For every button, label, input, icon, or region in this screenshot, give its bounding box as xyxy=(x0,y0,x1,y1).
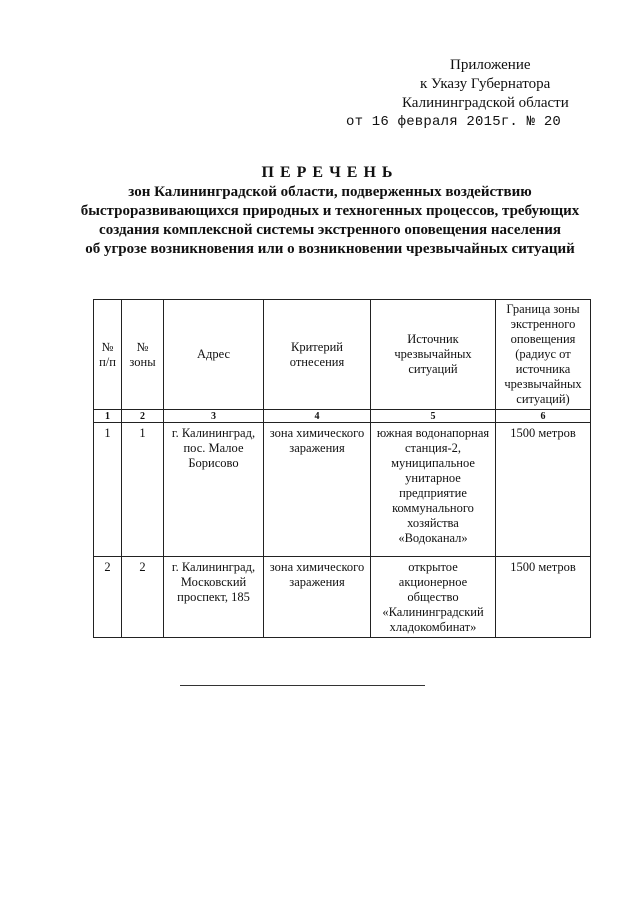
column-number: 5 xyxy=(371,410,496,423)
table-cell: г. Калининград, Московский проспект, 185 xyxy=(164,557,264,638)
column-number: 4 xyxy=(264,410,371,423)
table-cell: 2 xyxy=(94,557,122,638)
header-cell: Адрес xyxy=(164,300,264,410)
title-heading: ПЕРЕЧЕНЬ xyxy=(261,164,399,181)
table-cell: южная водонапорная станция-2, муниципальное унитарное предприятие коммунального хозяйства «Водоканал» xyxy=(371,423,496,557)
header-cell: № зоны xyxy=(122,300,164,410)
title-line-4: об угрозе возникновения или о возникновении чрезвычайных ситуаций xyxy=(85,241,575,257)
column-number: 2 xyxy=(122,410,164,423)
table-row xyxy=(94,423,591,557)
header-cell: Источник чрезвычайных ситуаций xyxy=(371,300,496,410)
column-number-row xyxy=(94,410,591,423)
annex-block xyxy=(330,56,590,132)
header-cell: № п/п xyxy=(94,300,122,410)
table-cell: 1 xyxy=(122,423,164,557)
column-number: 6 xyxy=(496,410,591,423)
column-number: 1 xyxy=(94,410,122,423)
table-cell: г. Калининград, пос. Малое Борисово xyxy=(164,423,264,557)
table-cell: открытое акционерное общество «Калининградский хладокомбинат» xyxy=(371,557,496,638)
table-cell: 1500 метров xyxy=(496,557,591,638)
zones-table xyxy=(93,299,591,638)
annex-line-3: Калининградской области xyxy=(402,95,569,111)
table-cell: зона химического заражения xyxy=(264,557,371,638)
end-divider xyxy=(180,685,425,686)
table-row xyxy=(94,557,591,638)
annex-line-2: к Указу Губернатора xyxy=(420,76,551,92)
header-cell: Граница зоны экстренного оповещения (радиус от источника чрезвычайных ситуаций) xyxy=(496,300,591,410)
header-cell: Критерий отнесения xyxy=(264,300,371,410)
table-cell: зона химического заражения xyxy=(264,423,371,557)
title-line-3: создания комплексной системы экстренного оповещения населения xyxy=(99,222,561,238)
document-title xyxy=(60,163,600,259)
title-line-1: зон Калининградской области, подверженных воздействию xyxy=(128,184,532,200)
table-cell: 1 xyxy=(94,423,122,557)
annex-line-1: Приложение xyxy=(450,57,531,73)
column-number: 3 xyxy=(164,410,264,423)
table-header-row xyxy=(94,300,591,410)
title-line-2: быстроразвивающихся природных и техногенных процессов, требующих xyxy=(80,203,580,219)
table-cell: 1500 метров xyxy=(496,423,591,557)
table-cell: 2 xyxy=(122,557,164,638)
annex-date-number: от 16 февраля 2015г. № 20 xyxy=(346,114,562,130)
